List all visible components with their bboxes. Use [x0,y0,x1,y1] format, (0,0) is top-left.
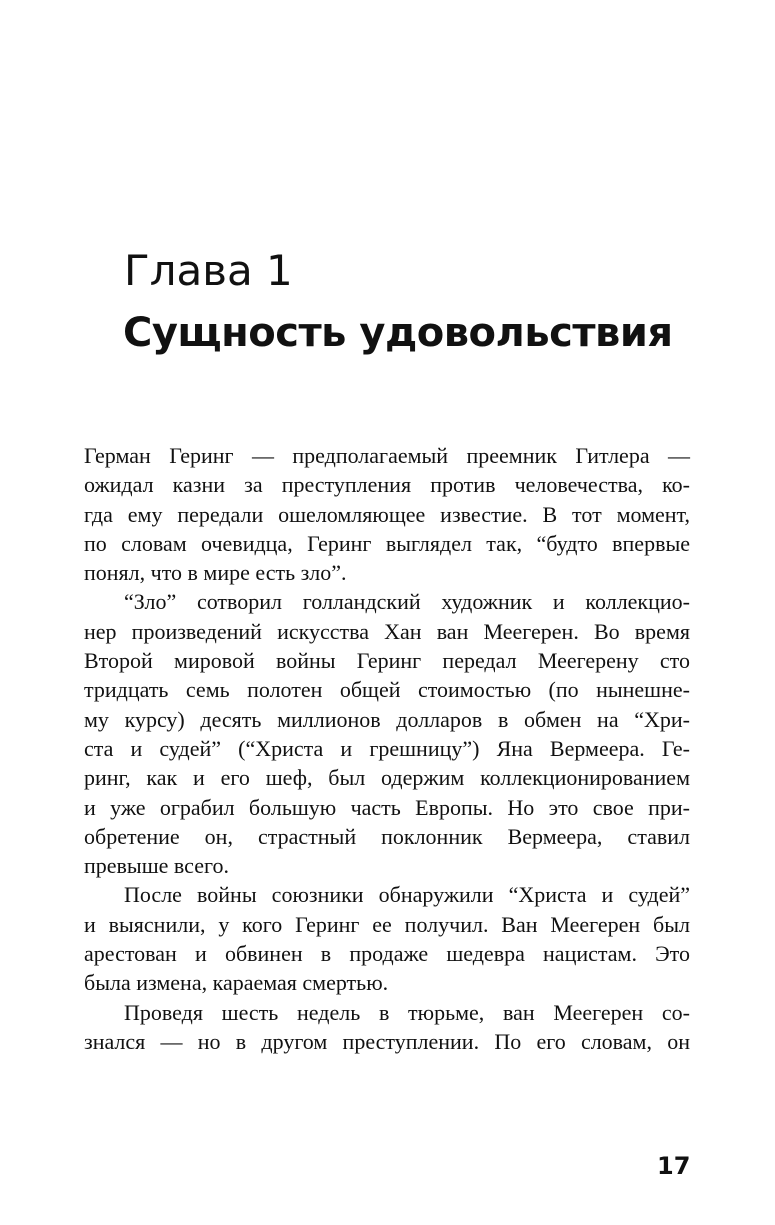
body-text [84,441,690,1056]
text-line: и выяснили, у кого Геринг ее получил. Ван Меегерен был [84,911,690,937]
text-line: Герман Геринг — предполагаемый преемник Гитлера — [84,443,690,468]
paragraph [84,441,690,587]
text-line: гда ему передали ошеломляющее известие. В тот момент, [84,501,690,527]
text-line: тридцать семь полотен общей стоимостью (по нынешне- [84,677,690,703]
page-number: 17 [657,1152,691,1180]
text-line: ринг, как и его шеф, был одержим коллекционированием [84,765,690,791]
text-line: нер произведений искусства Хан ван Меегерен. Во время [84,618,690,644]
text-line: обретение он, страстный поклонник Вермеера, ставил [84,823,690,849]
text-line: Второй мировой войны Геринг передал Меегерену сто [84,648,690,674]
text-line: арестован и обвинен в продаже шедевра нацистам. Это [84,941,690,967]
text-line: была измена, караемая смертью. [84,970,389,996]
paragraph [84,998,690,1057]
text-line: превыше всего. [84,853,229,879]
paragraph [84,587,690,880]
text-line: “Зло” сотворил голландский художник и коллекцио- [124,589,690,615]
text-line: ожидал казни за преступления против человечества, ко- [84,472,690,498]
text-line: знался — но в другом преступлении. По его словам, он [84,1028,690,1054]
text-line: Проведя шесть недель в тюрьме, ван Меегерен со- [124,999,690,1025]
text-line: После войны союзники обнаружили “Христа и судей” [124,882,690,908]
paragraph [84,880,690,997]
text-line: по словам очевидца, Геринг выглядел так, “будто впервые [84,530,690,556]
text-line: му курсу) десять миллионов долларов в обмен на “Хри- [84,706,690,732]
chapter-label: Глава 1 [124,246,293,295]
chapter-title: Сущность удовольствия [123,310,673,356]
text-line: ста и судей” (“Христа и грешницу”) Яна Вермеера. Ге- [84,735,690,761]
text-line: понял, что в мире есть зло”. [84,560,347,586]
text-line: и уже ограбил большую часть Европы. Но это свое при- [84,794,690,820]
